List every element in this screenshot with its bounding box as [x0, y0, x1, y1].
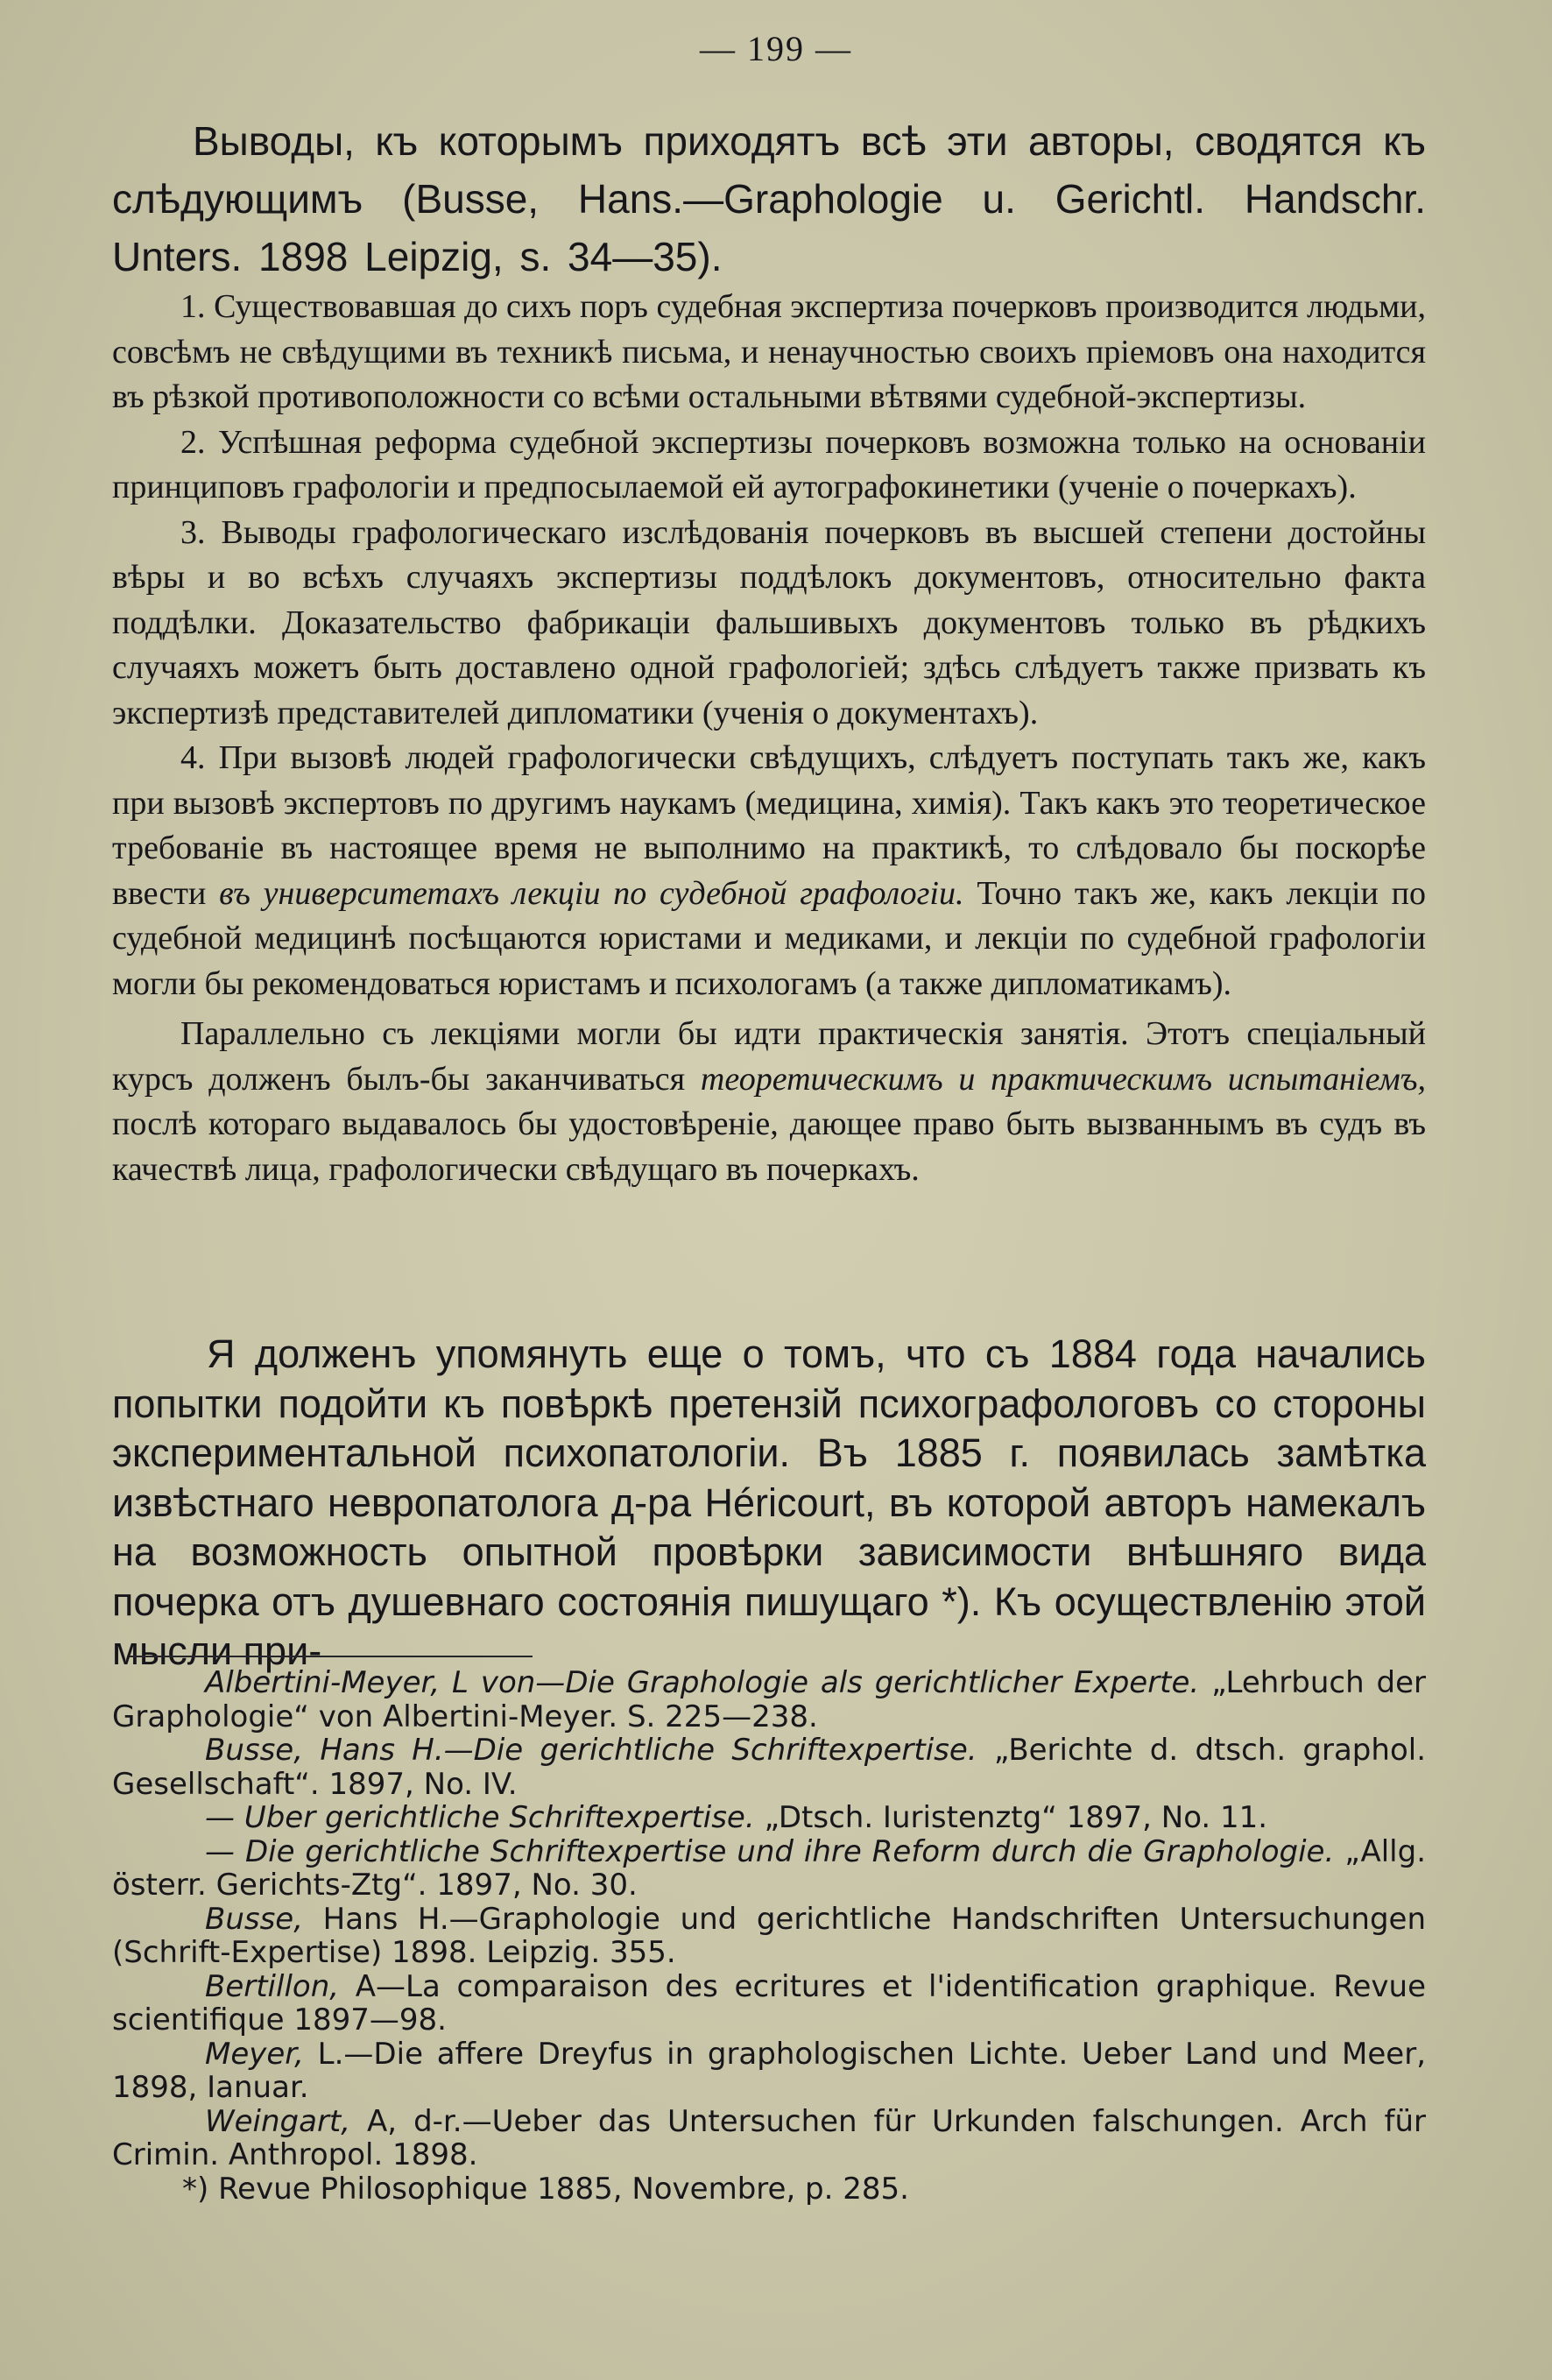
reference-item: Meyer, L.—Die affere Dreyfus in graphologischen Lichte. Ueber Land und Meer, 1898, Ianuar. — [112, 2036, 1426, 2105]
practical-courses-paragraph: Параллельно съ лекціями могли бы идти практическія занятія. Этотъ спеціальный курсъ долженъ былъ-бы заканчиваться теоретическимъ и практическимъ испытаніемъ, послѣ котораго выдавалось бы удостовѣреніе, дающее право быть вызваннымъ въ судъ въ качествѣ лица, графологически свѣдущаго въ почеркахъ. — [112, 1015, 1427, 1188]
reference-item: — Die gerichtliche Schriftexpertise und ihre Reform durch die Graphologie. „Allg. österr. Gerichts-Ztg“. 1897, No. 30. — [112, 1833, 1427, 1903]
reference-item: — Uber gerichtliche Schriftexpertise. „Dtsch. Iuristenztg“ 1897, No. 11. — [205, 1800, 1268, 1835]
list-item: 1. Существовавшая до сихъ поръ судебная экспертиза почерковъ производится людьми, совсѣмъ не свѣдущими въ техникѣ письма, и ненаучностью своихъ пріемовъ она находится въ рѣзкой противоположности со всѣми остальными вѣтвями судебной-экспертизы. — [112, 288, 1426, 415]
body-paragraph — [112, 1330, 1426, 1677]
footnote: *) Revue Philosophique 1885, Novembre, p. 285. — [182, 2171, 909, 2207]
emphasis-text: теоретическимъ и практическимъ испытаніемъ, — [700, 1060, 1427, 1098]
intro-text: Выводы, къ которымъ приходятъ всѣ эти авторы, сводятся къ слѣдующимъ (Busse, Hans.—Graphologie u. Gerichtl. Handschr. Unters. 1898 Leipzig, s. 34—35). — [112, 118, 1426, 279]
list-item: 4. При вызовѣ людей графологически свѣдущихъ, слѣдуетъ поступать такъ же, какъ при вызовѣ экспертовъ по другимъ наукамъ (медицина, химія). Такъ какъ это теоретическое требованіе въ настоящее время не выполнимо на практикѣ, то слѣдовало бы поскорѣе ввести въ университетахъ лекціи по судебной графологіи. Точно такъ же, какъ лекціи по судебной медицинѣ посѣщаются юристами и медиками, и лекціи по судебной графологіи могли бы рекомендоваться юристамъ и психологамъ (а также дипломатикамъ). — [112, 739, 1427, 1002]
body-text: Я долженъ упомянуть еще о томъ, что съ 1884 года начались попытки подойти къ повѣркѣ претензій психографологовъ со стороны экспериментальной психопатологіи. Въ 1885 г. появилась замѣтка извѣстнаго невропатолога д-ра Héricourt, въ которой авторъ намекалъ на возможность опытной провѣрки зависимости внѣшняго вида почерка отъ душевнаго состоянія пишущаго *). Къ осуществленію этой мысли при- — [112, 1331, 1426, 1673]
reference-item: Bertillon, A—La comparaison des ecritures et l'identification graphique. Revue scientifique 1897—98. — [112, 1968, 1426, 2037]
emphasis-text: въ университетахъ лекціи по судебной графологіи. — [219, 874, 964, 912]
page-number: — 199 — — [700, 29, 852, 68]
list-item: 2. Успѣшная реформа судебной экспертизы почерковъ возможна только на основаніи принциповъ графологіи и предпосылаемой ей аутографокинетики (ученіе о почеркахъ). — [112, 423, 1426, 505]
reference-item: Weingart, A, d-r.—Ueber das Untersuchen für Urkunden falschungen. Arch für Crimin. Anthropol. 1898. — [112, 2103, 1426, 2172]
list-item: 3. Выводы графологическаго изслѣдованія почерковъ въ высшей степени достойны вѣры и во всѣхъ случаяхъ экспертизы поддѣлокъ документовъ, относительно факта поддѣлки. Доказательство фабрикаціи фальшивыхъ документовъ только въ рѣдкихъ случаяхъ можетъ быть доставлено одной графологіей; здѣсь слѣдуетъ также призвать къ экспертизѣ представителей дипломатики (ученія о документахъ). — [112, 513, 1426, 731]
references-list — [112, 1666, 1426, 2206]
intro-paragraph — [112, 112, 1426, 286]
reference-item: Busse, Hans H.—Graphologie und gerichtliche Handschriften Untersuchungen (Schrift-Expertise) 1898. Leipzig. 355. — [112, 1901, 1426, 1970]
footnote-divider — [130, 1656, 533, 1657]
reference-item: Busse, Hans H.—Die gerichtliche Schriftexpertise. „Berichte d. dtsch. graphol. Gesellschaft“. 1897, No. IV. — [112, 1733, 1426, 1802]
conclusions-list — [112, 285, 1426, 1192]
reference-item: Albertini-Meyer, L von—Die Graphologie als gerichtlicher Experte. „Lehrbuch der Graphologie“ von Albertini-Meyer. S. 225—238. — [112, 1665, 1426, 1734]
